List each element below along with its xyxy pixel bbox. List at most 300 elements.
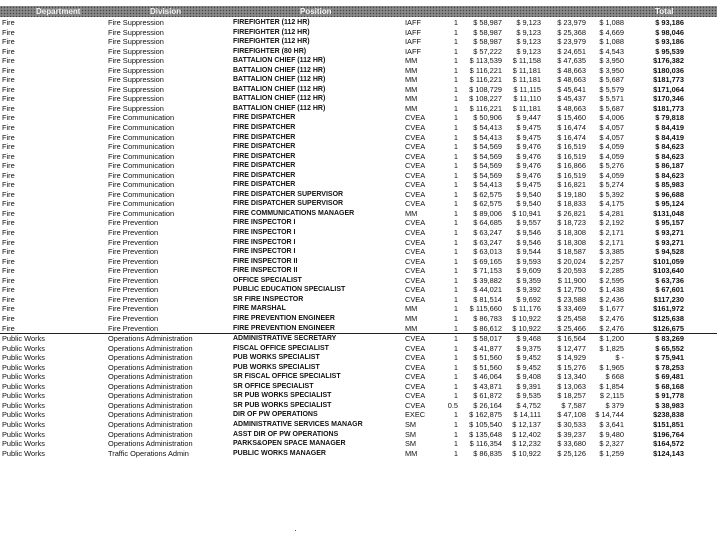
cell-total: $ 85,983 [655, 180, 684, 190]
cell-fte: 1 [453, 65, 458, 75]
cell-benefits: $ 14,111 [513, 410, 541, 420]
cell-department: Public Works [2, 400, 45, 410]
table-row [0, 363, 717, 373]
cell-union: CVEA [405, 294, 426, 304]
header-position: Position [300, 7, 332, 16]
cell-division: Fire Prevention [108, 228, 159, 238]
cell-total: $103,640 [653, 266, 684, 276]
cell-salary: $ 62,575 [473, 199, 502, 209]
cell-department: Fire [2, 18, 15, 27]
cell-pension: $ 25,466 [557, 323, 586, 333]
cell-fte: 1 [453, 419, 458, 429]
cell-benefits: $ 11,181 [512, 103, 541, 113]
cell-position: OFFICE SPECIALIST [233, 276, 302, 284]
cell-pension: $ 16,519 [557, 151, 586, 161]
cell-position: FIRE DISPATCHER SUPERVISOR [233, 190, 344, 198]
table-row [0, 37, 717, 47]
cell-position: FIRE INSPECTOR II [233, 267, 298, 275]
cell-division: Fire Prevention [108, 313, 159, 323]
cell-division: Fire Communication [108, 170, 175, 180]
table-row [0, 324, 717, 334]
cell-fte: 1 [453, 372, 458, 382]
cell-fte: 1 [453, 410, 458, 420]
cell-pension: $ 47,108 [557, 410, 586, 420]
cell-fte: 1 [453, 266, 458, 276]
cell-department: Public Works [2, 391, 45, 401]
cell-department: Fire [2, 247, 15, 257]
cell-benefits: $ 9,544 [516, 247, 541, 257]
cell-fte: 1 [453, 247, 458, 257]
cell-salary: $ 71,153 [473, 266, 502, 276]
table-row [0, 85, 717, 95]
cell-division: Fire Communication [108, 132, 175, 142]
cell-benefits: $ 9,123 [516, 46, 541, 56]
cell-salary: $ 54,569 [473, 170, 502, 180]
cell-pension: $ 48,663 [557, 65, 586, 75]
cell-union: MM [405, 304, 418, 314]
cell-department: Public Works [2, 410, 45, 420]
table-row [0, 18, 717, 28]
cell-pension: $ 47,635 [557, 56, 586, 66]
cell-fte: 1 [453, 46, 458, 56]
cell-union: SM [405, 419, 417, 429]
cell-pension: $ 24,651 [557, 46, 586, 56]
cell-total: $125,638 [653, 313, 684, 323]
cell-pension: $ 25,368 [557, 27, 586, 37]
cell-other: $ 1,088 [599, 18, 624, 27]
cell-benefits: $ 9,123 [516, 18, 541, 27]
cell-division: Operations Administration [108, 343, 193, 353]
cell-other: $ 4,059 [599, 142, 624, 152]
cell-department: Fire [2, 113, 15, 123]
table-row [0, 304, 717, 314]
cell-division: Fire Suppression [108, 65, 164, 75]
cell-union: CVEA [405, 142, 426, 152]
cell-union: MM [405, 75, 418, 85]
cell-fte: 1 [453, 27, 458, 37]
cell-salary: $ 116,221 [469, 65, 502, 75]
cell-benefits: $ 9,375 [516, 343, 541, 353]
table-row [0, 228, 717, 238]
cell-pension: $ 19,180 [557, 189, 586, 199]
cell-salary: $ 115,660 [469, 304, 502, 314]
cell-total: $ 63,736 [655, 275, 684, 285]
cell-total: $ 93,271 [655, 237, 684, 247]
cell-total: $151,851 [653, 419, 684, 429]
cell-department: Fire [2, 123, 15, 133]
cell-pension: $ 18,308 [557, 228, 586, 238]
cell-position: PUB WORKS SPECIALIST [233, 363, 320, 371]
cell-total: $ 95,539 [655, 46, 684, 56]
cell-other: $ 5,579 [599, 84, 624, 94]
cell-fte: 1 [453, 228, 458, 238]
cell-division: Operations Administration [108, 372, 193, 382]
cell-benefits: $ 9,468 [516, 334, 541, 344]
cell-total: $ 78,253 [655, 362, 684, 372]
cell-benefits: $ 9,546 [516, 237, 541, 247]
cell-pension: $ 45,641 [557, 84, 586, 94]
cell-position: FIRE DISPATCHER [233, 133, 296, 141]
cell-total: $ 86,187 [655, 161, 684, 171]
cell-department: Fire [2, 46, 15, 56]
table-row [0, 104, 717, 114]
cell-total: $117,230 [653, 294, 684, 304]
cell-department: Fire [2, 84, 15, 94]
cell-pension: $ 18,833 [557, 199, 586, 209]
cell-position: FIRE COMMUNICATIONS MANAGER [233, 209, 355, 217]
cell-division: Operations Administration [108, 419, 193, 429]
cell-position: FIRE DISPATCHER [233, 162, 296, 170]
cell-division: Fire Communication [108, 199, 175, 209]
cell-other: $ 2,595 [599, 275, 624, 285]
cell-salary: $ 89,006 [473, 208, 502, 218]
scan-artifact-mark: · [294, 525, 297, 535]
cell-fte: 1 [453, 448, 458, 458]
cell-total: $ 83,269 [655, 334, 684, 344]
cell-position: FIRE INSPECTOR I [233, 219, 296, 227]
table-header [0, 6, 717, 17]
cell-total: $ 95,157 [655, 218, 684, 228]
cell-other: $ 379 [605, 400, 624, 410]
cell-division: Operations Administration [108, 410, 193, 420]
cell-other: $ 2,285 [599, 266, 624, 276]
cell-fte: 1 [453, 313, 458, 323]
cell-pension: $ 13,340 [557, 372, 586, 382]
cell-department: Fire [2, 65, 15, 75]
cell-total: $181,773 [653, 75, 684, 85]
cell-benefits: $ 4,752 [516, 400, 541, 410]
cell-salary: $ 51,560 [473, 353, 502, 363]
cell-division: Fire Communication [108, 113, 175, 123]
cell-union: MM [405, 208, 418, 218]
cell-division: Operations Administration [108, 391, 193, 401]
cell-fte: 1 [453, 237, 458, 247]
cell-fte: 1 [453, 304, 458, 314]
cell-salary: $ 26,164 [473, 400, 502, 410]
cell-division: Operations Administration [108, 353, 193, 363]
cell-position: PUBLIC WORKS MANAGER [233, 449, 326, 457]
cell-benefits: $ 11,110 [513, 94, 541, 104]
cell-other: $ 1,259 [599, 448, 624, 458]
cell-position: FIRE PREVENTION ENGINEER [233, 314, 335, 322]
cell-position: SR OFFICE SPECIALIST [233, 382, 314, 390]
cell-benefits: $ 11,158 [512, 56, 541, 66]
cell-benefits: $ 11,181 [512, 65, 541, 75]
cell-fte: 1 [453, 285, 458, 295]
cell-benefits: $ 9,535 [516, 391, 541, 401]
cell-department: Fire [2, 189, 15, 199]
cell-total: $171,064 [653, 84, 684, 94]
cell-total: $ 93,186 [655, 18, 684, 27]
cell-division: Fire Prevention [108, 304, 159, 314]
cell-other: $ 2,257 [599, 256, 624, 266]
cell-other: $ 4,281 [599, 208, 624, 218]
cell-benefits: $ 11,115 [513, 84, 541, 94]
cell-division: Fire Prevention [108, 294, 159, 304]
table-row [0, 218, 717, 228]
cell-division: Operations Administration [108, 439, 193, 449]
cell-position: ASST DIR OF PW OPERATIONS [233, 430, 339, 438]
cell-position: FIRE INSPECTOR I [233, 229, 296, 237]
cell-division: Operations Administration [108, 429, 193, 439]
cell-pension: $ 15,460 [557, 113, 586, 123]
cell-other: $ 1,677 [599, 304, 624, 314]
cell-fte: 1 [453, 84, 458, 94]
cell-other: $ 1,200 [599, 334, 624, 344]
cell-salary: $ 63,247 [473, 237, 502, 247]
table-row [0, 190, 717, 200]
cell-other: $ 5,274 [599, 180, 624, 190]
cell-benefits: $ 9,476 [516, 142, 541, 152]
cell-position: PUB WORKS SPECIALIST [233, 354, 320, 362]
table-row [0, 430, 717, 440]
cell-position: FIRE MARSHAL [233, 305, 286, 313]
cell-pension: $ 7,587 [561, 400, 586, 410]
table-row [0, 75, 717, 85]
cell-other: $ 5,687 [599, 75, 624, 85]
cell-position: PARKS&OPEN SPACE MANAGER [233, 440, 346, 448]
cell-pension: $ 15,276 [557, 362, 586, 372]
cell-pension: $ 33,469 [557, 304, 586, 314]
cell-other: $ 4,006 [599, 113, 624, 123]
cell-salary: $ 46,064 [473, 372, 502, 382]
cell-fte: 1 [453, 75, 458, 85]
table-row [0, 333, 717, 344]
cell-division: Fire Communication [108, 151, 175, 161]
cell-union: CVEA [405, 266, 426, 276]
cell-division: Fire Suppression [108, 46, 164, 56]
table-row [0, 28, 717, 38]
cell-pension: $ 14,929 [557, 353, 586, 363]
cell-union: CVEA [405, 189, 426, 199]
cell-division: Fire Communication [108, 180, 175, 190]
cell-pension: $ 16,564 [557, 334, 586, 344]
cell-department: Fire [2, 94, 15, 104]
table-row [0, 372, 717, 382]
cell-other: $ 1,438 [599, 285, 624, 295]
cell-other: $ 2,115 [599, 391, 624, 401]
table-row [0, 152, 717, 162]
cell-union: MM [405, 313, 418, 323]
cell-pension: $ 18,257 [557, 391, 586, 401]
cell-benefits: $ 9,540 [516, 199, 541, 209]
cell-salary: $ 54,569 [473, 142, 502, 152]
cell-union: SM [405, 439, 417, 449]
salary-table-body [0, 18, 717, 458]
cell-total: $176,382 [653, 56, 684, 66]
header-department: Department [36, 7, 81, 16]
cell-total: $ 75,941 [655, 353, 684, 363]
cell-benefits: $ 9,392 [516, 285, 541, 295]
cell-department: Fire [2, 27, 15, 37]
cell-department: Public Works [2, 381, 45, 391]
cell-other: $ 2,327 [599, 439, 624, 449]
cell-position: FIRE DISPATCHER [233, 143, 296, 151]
cell-other: $ 1,854 [599, 381, 624, 391]
cell-department: Fire [2, 266, 15, 276]
cell-department: Fire [2, 218, 15, 228]
table-row [0, 199, 717, 209]
cell-department: Fire [2, 256, 15, 266]
cell-department: Public Works [2, 419, 45, 429]
cell-department: Fire [2, 151, 15, 161]
table-row [0, 410, 717, 420]
cell-position: FIREFIGHTER (112 HR) [233, 19, 310, 26]
cell-union: IAFF [405, 37, 422, 47]
cell-department: Fire [2, 75, 15, 85]
cell-pension: $ 25,126 [557, 448, 586, 458]
cell-position: BATTALION CHIEF (112 HR) [233, 95, 326, 103]
cell-union: CVEA [405, 343, 426, 353]
cell-position: ADMINISTRATIVE SECRETARY [233, 335, 337, 343]
cell-other: $ 3,950 [599, 56, 624, 66]
cell-division: Fire Communication [108, 189, 175, 199]
cell-pension: $ 16,474 [557, 132, 586, 142]
cell-salary: $ 54,569 [473, 151, 502, 161]
cell-position: FIRE DISPATCHER [233, 124, 296, 132]
cell-division: Fire Suppression [108, 56, 164, 66]
cell-other: $ - [615, 353, 624, 363]
cell-union: MM [405, 103, 418, 113]
cell-benefits: $ 9,692 [516, 294, 541, 304]
cell-fte: 1 [453, 391, 458, 401]
table-row [0, 353, 717, 363]
cell-fte: 1 [453, 151, 458, 161]
cell-fte: 1 [453, 275, 458, 285]
table-row [0, 449, 717, 459]
cell-benefits: $ 9,476 [516, 151, 541, 161]
cell-fte: 1 [453, 323, 458, 333]
cell-benefits: $ 9,447 [516, 113, 541, 123]
cell-pension: $ 16,474 [557, 123, 586, 133]
cell-department: Fire [2, 294, 15, 304]
cell-pension: $ 20,593 [557, 266, 586, 276]
cell-union: CVEA [405, 372, 426, 382]
cell-benefits: $ 9,123 [516, 27, 541, 37]
table-row [0, 391, 717, 401]
cell-department: Fire [2, 275, 15, 285]
cell-position: BATTALION CHIEF (112 HR) [233, 57, 326, 65]
table-row [0, 133, 717, 143]
cell-fte: 1 [453, 18, 458, 27]
cell-benefits: $ 9,540 [516, 189, 541, 199]
cell-union: CVEA [405, 285, 426, 295]
cell-total: $196,764 [653, 429, 684, 439]
cell-other: $ 1,088 [599, 37, 624, 47]
cell-pension: $ 13,063 [557, 381, 586, 391]
cell-total: $ 84,419 [655, 132, 684, 142]
cell-salary: $ 81,514 [473, 294, 502, 304]
cell-pension: $ 23,979 [557, 18, 586, 27]
cell-pension: $ 45,437 [557, 94, 586, 104]
cell-other: $ 5,687 [599, 103, 624, 113]
cell-position: FIRE DISPATCHER [233, 114, 296, 122]
cell-union: MM [405, 448, 418, 458]
cell-department: Fire [2, 161, 15, 171]
cell-fte: 1 [453, 103, 458, 113]
cell-benefits: $ 11,176 [512, 304, 541, 314]
cell-department: Fire [2, 56, 15, 66]
cell-position: FIREFIGHTER (80 HR) [233, 47, 307, 55]
cell-salary: $ 69,165 [473, 256, 502, 266]
cell-salary: $ 135,648 [469, 429, 502, 439]
cell-union: IAFF [405, 46, 422, 56]
cell-total: $ 93,271 [655, 228, 684, 238]
cell-union: CVEA [405, 161, 426, 171]
cell-union: MM [405, 94, 418, 104]
cell-division: Fire Prevention [108, 237, 159, 247]
cell-division: Fire Communication [108, 123, 175, 133]
cell-fte: 1 [453, 353, 458, 363]
cell-department: Public Works [2, 448, 45, 458]
cell-department: Fire [2, 323, 15, 333]
table-row [0, 401, 717, 411]
cell-benefits: $ 9,408 [516, 372, 541, 382]
cell-department: Fire [2, 313, 15, 323]
cell-union: MM [405, 84, 418, 94]
cell-pension: $ 33,680 [557, 439, 586, 449]
table-row [0, 420, 717, 430]
cell-total: $ 96,688 [655, 189, 684, 199]
table-row [0, 142, 717, 152]
cell-pension: $ 16,519 [557, 170, 586, 180]
cell-division: Fire Prevention [108, 275, 159, 285]
cell-salary: $ 50,906 [473, 113, 502, 123]
cell-position: FIRE DISPATCHER [233, 181, 296, 189]
cell-total: $180,036 [653, 65, 684, 75]
cell-other: $ 3,385 [599, 247, 624, 257]
cell-benefits: $ 9,475 [516, 132, 541, 142]
cell-total: $238,838 [653, 410, 684, 420]
cell-position: BATTALION CHIEF (112 HR) [233, 66, 326, 74]
table-row [0, 266, 717, 276]
table-row [0, 276, 717, 286]
cell-union: EXEC [405, 410, 426, 420]
cell-position: FIREFIGHTER (112 HR) [233, 28, 310, 36]
cell-position: FIRE INSPECTOR I [233, 248, 296, 256]
cell-other: $ 4,669 [599, 27, 624, 37]
cell-pension: $ 12,477 [557, 343, 586, 353]
cell-division: Fire Suppression [108, 27, 164, 37]
cell-salary: $ 108,729 [469, 84, 502, 94]
cell-salary: $ 86,612 [473, 323, 502, 333]
cell-department: Public Works [2, 429, 45, 439]
cell-pension: $ 18,723 [557, 218, 586, 228]
cell-total: $ 67,601 [655, 285, 684, 295]
cell-total: $101,059 [653, 256, 684, 266]
cell-total: $ 95,124 [655, 199, 684, 209]
cell-union: MM [405, 65, 418, 75]
cell-fte: 1 [453, 439, 458, 449]
cell-pension: $ 16,866 [557, 161, 586, 171]
cell-division: Operations Administration [108, 400, 193, 410]
cell-fte: 1 [453, 294, 458, 304]
cell-division: Fire Communication [108, 142, 175, 152]
cell-total: $ 93,186 [655, 37, 684, 47]
table-row [0, 295, 717, 305]
cell-other: $ 5,276 [599, 161, 624, 171]
cell-department: Fire [2, 180, 15, 190]
cell-division: Operations Administration [108, 362, 193, 372]
cell-benefits: $ 9,546 [516, 228, 541, 238]
cell-total: $ 69,481 [655, 372, 684, 382]
cell-union: MM [405, 56, 418, 66]
header-division: Division [150, 7, 182, 16]
cell-total: $170,346 [653, 94, 684, 104]
cell-position: ADMINISTRATIVE SERVICES MANAGR [233, 420, 363, 428]
cell-pension: $ 26,821 [557, 208, 586, 218]
cell-fte: 1 [453, 381, 458, 391]
